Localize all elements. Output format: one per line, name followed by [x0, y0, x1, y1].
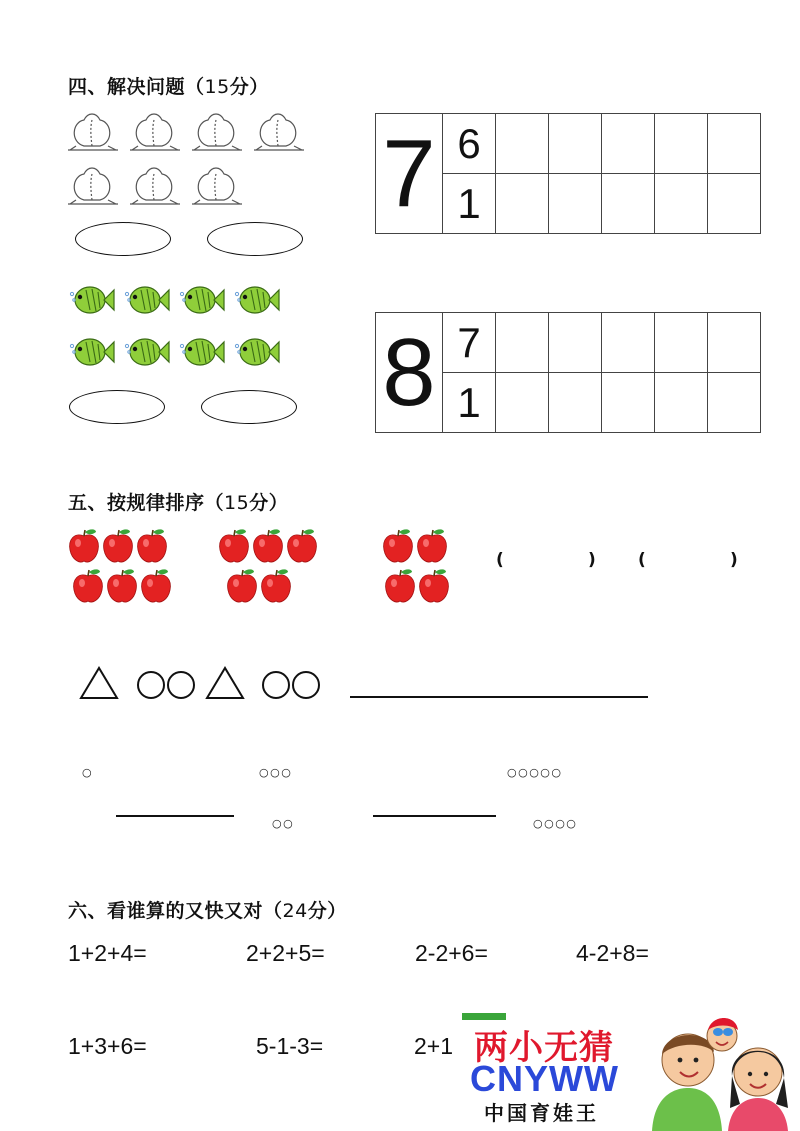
- paren-close: ): [588, 550, 596, 570]
- answer-cell[interactable]: [708, 174, 761, 234]
- family-mascot-icon: [642, 1012, 798, 1131]
- circle-shape: [168, 672, 194, 698]
- equation: 5-1-3=: [256, 1033, 324, 1059]
- section-5-unit: 分）: [249, 492, 289, 514]
- answer-blank[interactable]: [650, 546, 726, 572]
- bond-whole: 8: [376, 313, 443, 433]
- bond-part-bottom: 1: [443, 174, 496, 234]
- section-6-unit: 分）: [307, 900, 347, 922]
- logo-chinese: 两小无猜: [474, 1028, 614, 1068]
- section-4-title: 四、解决问题（: [68, 76, 205, 98]
- dots-2: ○○: [272, 817, 295, 830]
- section-4-unit: 分）: [229, 76, 269, 98]
- section-6-points: 24: [282, 900, 308, 922]
- answer-cell[interactable]: [708, 373, 761, 433]
- answer-cell[interactable]: [708, 313, 761, 373]
- logo-english: CNYWW: [470, 1058, 619, 1099]
- apple-groups: [66, 526, 461, 610]
- dots-4: ○○○○: [533, 817, 578, 830]
- equation: 2-2+6=: [415, 940, 488, 966]
- answer-cell[interactable]: [602, 174, 655, 234]
- answer-cell[interactable]: [549, 174, 602, 234]
- circle-shape: [293, 672, 319, 698]
- bond-part-top: 6: [443, 114, 496, 174]
- section-4-points: 15: [204, 76, 230, 98]
- answer-cell[interactable]: [602, 313, 655, 373]
- equation: 1+3+6=: [68, 1033, 147, 1059]
- answer-oval[interactable]: [69, 390, 165, 424]
- dots-3: ○○○: [259, 766, 293, 779]
- logo-accent-bar: [462, 1013, 506, 1020]
- answer-cell[interactable]: [496, 174, 549, 234]
- section-6-heading: [68, 896, 347, 923]
- equation: 2+2+5=: [246, 940, 325, 966]
- section-5-heading: [68, 488, 288, 515]
- section-4-heading: [68, 72, 269, 99]
- answer-oval[interactable]: [201, 390, 297, 424]
- answer-oval[interactable]: [207, 222, 303, 256]
- answer-cell[interactable]: [708, 114, 761, 174]
- equation: 4-2+8=: [576, 940, 649, 966]
- circle-shape: [138, 672, 164, 698]
- equation: 1+2+4=: [68, 940, 147, 966]
- answer-cell[interactable]: [496, 373, 549, 433]
- answer-cell[interactable]: [655, 174, 708, 234]
- answer-line[interactable]: [116, 815, 234, 817]
- answer-cell[interactable]: [496, 114, 549, 174]
- equation: 2+1: [414, 1033, 454, 1059]
- paren-open: (: [496, 550, 504, 570]
- logo-subtitle: 中国育娃王: [484, 1101, 599, 1125]
- answer-line[interactable]: [350, 696, 648, 698]
- answer-cell[interactable]: [655, 373, 708, 433]
- answer-line[interactable]: [373, 815, 496, 817]
- answer-cell[interactable]: [655, 313, 708, 373]
- section-5-points: 15: [224, 492, 250, 514]
- shape-pattern: [78, 664, 328, 704]
- dots-5: ○○○○○: [507, 766, 563, 779]
- peach-group: [64, 108, 314, 212]
- triangle-shape: [81, 668, 117, 698]
- answer-cell[interactable]: [549, 114, 602, 174]
- answer-blank[interactable]: [508, 546, 584, 572]
- paren-close: ): [730, 550, 738, 570]
- answer-cell[interactable]: [549, 313, 602, 373]
- section-6-title: 六、看谁算的又快又对（: [68, 900, 283, 922]
- number-bond-8: [375, 312, 761, 433]
- answer-cell[interactable]: [602, 114, 655, 174]
- bond-part-top: 7: [443, 313, 496, 373]
- bond-part-bottom: 1: [443, 373, 496, 433]
- answer-cell[interactable]: [549, 373, 602, 433]
- fish-group: [68, 280, 288, 380]
- answer-cell[interactable]: [496, 313, 549, 373]
- bond-whole: 7: [376, 114, 443, 234]
- circle-shape: [263, 672, 289, 698]
- triangle-shape: [207, 668, 243, 698]
- answer-oval[interactable]: [75, 222, 171, 256]
- number-bond-7: [375, 113, 761, 234]
- answer-cell[interactable]: [655, 114, 708, 174]
- paren-open: (: [638, 550, 646, 570]
- section-5-title: 五、按规律排序（: [68, 492, 225, 514]
- dots-1: ○: [82, 766, 94, 779]
- answer-cell[interactable]: [602, 373, 655, 433]
